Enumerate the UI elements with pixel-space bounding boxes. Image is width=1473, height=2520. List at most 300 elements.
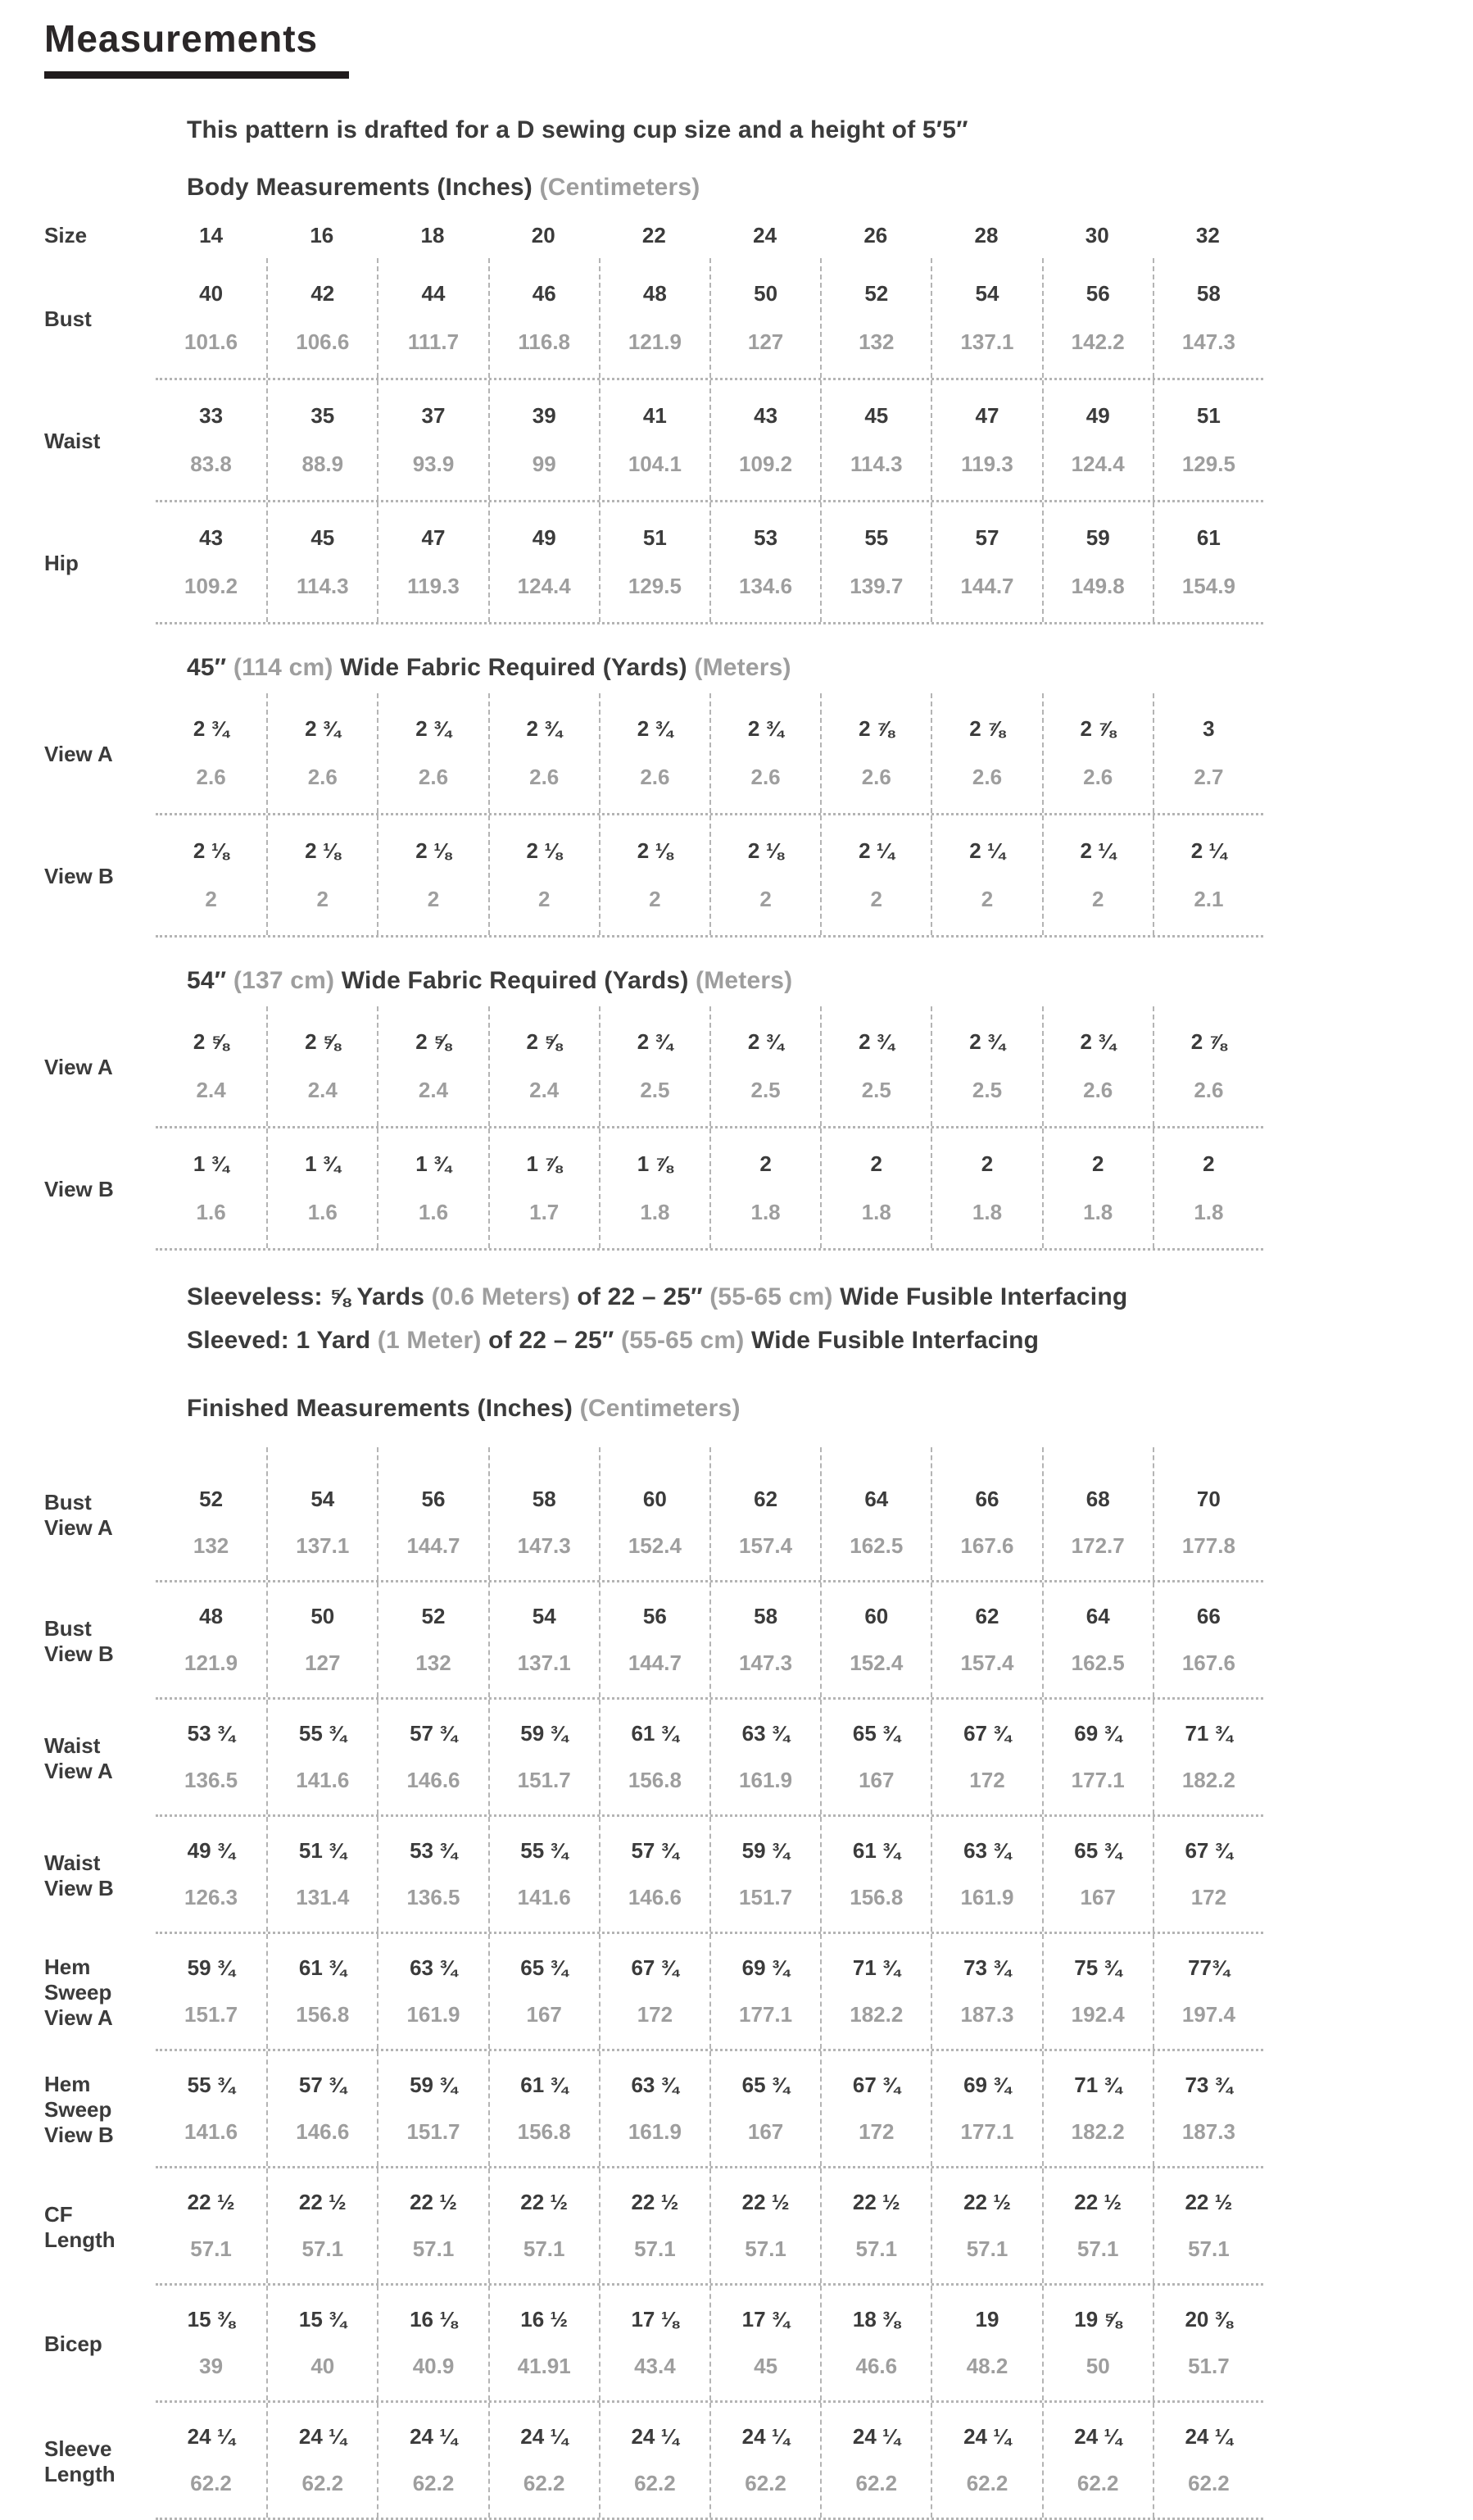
cm-value: 109.2 bbox=[739, 452, 793, 476]
measurement-cell bbox=[266, 1934, 377, 2049]
row-cells-size bbox=[156, 213, 1263, 258]
measurement-cell bbox=[377, 1006, 487, 1126]
inches-value: 58 bbox=[754, 1604, 778, 1628]
measurement-cell bbox=[377, 258, 487, 378]
meters-value: 2.7 bbox=[1194, 765, 1224, 789]
measurement-cell bbox=[156, 1700, 266, 1814]
meters-value: 2.6 bbox=[1083, 1078, 1113, 1102]
measurement-cell bbox=[1042, 815, 1153, 935]
fabric-54-width-part: 54″ bbox=[187, 967, 233, 994]
measurement-cell bbox=[820, 1934, 931, 2049]
row-label-bust bbox=[44, 258, 156, 380]
inches-value: 42 bbox=[310, 281, 335, 306]
row-label-line: CF bbox=[44, 2201, 73, 2227]
yards-value: 2 bbox=[759, 1151, 772, 1176]
measurement-cell bbox=[377, 502, 487, 622]
row-label-line: View B bbox=[44, 1641, 114, 1666]
meters-value: 2.6 bbox=[861, 765, 891, 789]
row-label-line: View B bbox=[44, 864, 114, 888]
fabric-45-meters-part: (Meters) bbox=[694, 654, 791, 681]
measurement-cell bbox=[1153, 1817, 1263, 1932]
yards-value: 2 ¼ bbox=[1080, 838, 1116, 863]
cm-value: 126.3 bbox=[184, 1885, 238, 1909]
measurement-cell bbox=[488, 815, 599, 935]
cm-value: 127 bbox=[747, 329, 784, 354]
cm-value: 124.4 bbox=[1071, 452, 1125, 476]
note-part: Wide Fusible Interfacing bbox=[832, 1283, 1128, 1310]
cm-value: 141.6 bbox=[517, 1885, 571, 1909]
cm-value: 83.8 bbox=[190, 452, 232, 476]
measurement-cell bbox=[820, 213, 931, 258]
yards-value: 2 ¾ bbox=[859, 1029, 895, 1054]
cm-value: 197.4 bbox=[1181, 2002, 1235, 2027]
fabric-45-yards-part: Wide Fabric Required (Yards) bbox=[333, 654, 695, 681]
fabric-54-cm-part: (137 cm) bbox=[233, 967, 335, 994]
inches-value: 22 ½ bbox=[520, 2190, 569, 2214]
measurement-cell bbox=[820, 2168, 931, 2283]
measurement-cell bbox=[1042, 2403, 1153, 2518]
meters-value: 2.5 bbox=[640, 1078, 670, 1102]
cm-value: 132 bbox=[415, 1650, 451, 1675]
inches-value: 19 bbox=[975, 2307, 999, 2332]
body-measurements-heading bbox=[187, 174, 1473, 202]
measurement-cell bbox=[1042, 693, 1153, 813]
inches-value: 15 ⅜ bbox=[187, 2307, 235, 2332]
measurement-cell bbox=[931, 258, 1041, 378]
measurement-cell bbox=[488, 1700, 599, 1814]
inches-value: 56 bbox=[1085, 281, 1110, 306]
cm-value: 57.1 bbox=[412, 2236, 455, 2261]
measurement-cell bbox=[599, 1128, 709, 1248]
row-label-line: Size bbox=[44, 223, 88, 247]
measurement-cell bbox=[709, 2168, 820, 2283]
measurement-cell bbox=[1153, 258, 1263, 378]
cm-value: 162.5 bbox=[1071, 1650, 1125, 1675]
cm-value: 161.9 bbox=[739, 1768, 793, 1792]
measurement-cell bbox=[599, 815, 709, 935]
cm-value: 172.7 bbox=[1071, 1533, 1125, 1558]
measurement-cell bbox=[820, 258, 931, 378]
measurement-cell bbox=[1042, 2168, 1153, 2283]
measurement-cell bbox=[599, 380, 709, 500]
cm-value: 129.5 bbox=[1181, 452, 1235, 476]
cm-value: 161.9 bbox=[406, 2002, 460, 2027]
cm-value: 127 bbox=[305, 1650, 341, 1675]
cm-value: 106.6 bbox=[296, 329, 350, 354]
cm-value: 88.9 bbox=[301, 452, 344, 476]
meters-value: 2 bbox=[759, 887, 772, 911]
cm-value: 62.2 bbox=[190, 2471, 232, 2495]
yards-value: 2 bbox=[981, 1151, 994, 1176]
inches-value: 67 ¾ bbox=[1185, 1838, 1233, 1863]
cm-value: 141.6 bbox=[296, 1768, 350, 1792]
inches-value: 65 ¾ bbox=[741, 2073, 790, 2097]
row-cells-cf-length bbox=[156, 2168, 1263, 2286]
cm-value: 147.3 bbox=[517, 1533, 571, 1558]
measurement-cell bbox=[156, 1128, 266, 1248]
inches-value: 71 ¾ bbox=[852, 1955, 900, 1980]
row-label-line: View B bbox=[44, 1875, 114, 1900]
row-label-line: View A bbox=[44, 1758, 113, 1783]
inches-value: 44 bbox=[421, 281, 446, 306]
cm-value: 114.3 bbox=[850, 452, 903, 476]
yards-value: 2 bbox=[1203, 1151, 1215, 1176]
cm-value: 149.8 bbox=[1071, 574, 1125, 598]
table-row-size bbox=[44, 213, 1473, 258]
measurement-cell bbox=[1153, 2286, 1263, 2400]
meters-value: 2 bbox=[981, 887, 994, 911]
measurement-cell bbox=[488, 380, 599, 500]
inches-value: 56 bbox=[642, 1604, 667, 1628]
measurement-cell bbox=[1153, 1700, 1263, 1814]
fabric-45-table bbox=[44, 693, 1473, 938]
measurement-cell bbox=[931, 2051, 1041, 2166]
meters-value: 2.5 bbox=[750, 1078, 781, 1102]
inches-value: 71 ¾ bbox=[1185, 1721, 1233, 1746]
meters-value: 1.8 bbox=[1083, 1200, 1113, 1224]
meters-value: 2.4 bbox=[307, 1078, 338, 1102]
row-cells-hem-sweep-view-a bbox=[156, 1934, 1263, 2051]
inches-value: 15 ¾ bbox=[298, 2307, 347, 2332]
cm-value: 146.6 bbox=[628, 1885, 682, 1909]
measurement-cell bbox=[709, 815, 820, 935]
note-part: of 22 – 25″ bbox=[569, 1283, 710, 1310]
cm-value: 152.4 bbox=[628, 1533, 682, 1558]
measurement-cell bbox=[377, 1817, 487, 1932]
measurement-cell bbox=[156, 258, 266, 378]
inches-value: 58 bbox=[1196, 281, 1221, 306]
measurement-cell bbox=[1153, 380, 1263, 500]
measurement-cell bbox=[1042, 1582, 1153, 1697]
table-row-bicep bbox=[44, 2286, 1473, 2403]
measurement-cell bbox=[820, 1128, 931, 1248]
yards-value: 2 ¼ bbox=[859, 838, 895, 863]
fabric-45-heading bbox=[187, 654, 1473, 682]
measurement-cell bbox=[820, 1447, 931, 1580]
inches-value: 71 ¾ bbox=[1074, 2073, 1122, 2097]
measurement-cell bbox=[377, 1128, 487, 1248]
fabric-45-width-part: 45″ bbox=[187, 654, 233, 681]
cm-value: 131.4 bbox=[296, 1885, 350, 1909]
inches-value: 19 ⅝ bbox=[1074, 2307, 1122, 2332]
measurement-cell bbox=[931, 1447, 1041, 1580]
row-label-bicep bbox=[44, 2286, 156, 2403]
row-label-hip bbox=[44, 502, 156, 624]
measurement-cell bbox=[1153, 1447, 1263, 1580]
inches-value: 70 bbox=[1196, 1487, 1221, 1511]
inches-value: 63 ¾ bbox=[963, 1838, 1011, 1863]
interfacing-sleeved-note bbox=[187, 1319, 1473, 1362]
measurement-cell bbox=[820, 1700, 931, 1814]
measurement-cell bbox=[488, 502, 599, 622]
inches-value: 63 ¾ bbox=[741, 1721, 790, 1746]
heading-centimeters-part: (Centimeters) bbox=[579, 1395, 741, 1422]
inches-value: 66 bbox=[975, 1487, 999, 1511]
inches-value: 16 ½ bbox=[520, 2307, 569, 2332]
inches-value: 55 ¾ bbox=[187, 2073, 235, 2097]
row-label-waist-view-a bbox=[44, 1700, 156, 1817]
cm-value: 62.2 bbox=[1076, 2471, 1119, 2495]
measurement-cell bbox=[156, 1934, 266, 2049]
inches-value: 64 bbox=[1085, 1604, 1110, 1628]
row-label-line: Length bbox=[44, 2227, 116, 2252]
cm-value: 151.7 bbox=[739, 1885, 793, 1909]
inches-value: 60 bbox=[864, 1604, 889, 1628]
cm-value: 48.2 bbox=[966, 2354, 1008, 2378]
measurement-cell bbox=[709, 2051, 820, 2166]
row-label-waist-view-b bbox=[44, 1817, 156, 1934]
inches-value: 24 ¼ bbox=[963, 2424, 1011, 2449]
inches-value: 54 bbox=[532, 1604, 556, 1628]
measurement-cell bbox=[266, 2168, 377, 2283]
cm-value: 57.1 bbox=[745, 2236, 786, 2261]
size-value: 30 bbox=[1085, 223, 1109, 247]
measurement-cell bbox=[820, 2051, 931, 2166]
note-part: Sleeved: 1 Yard bbox=[187, 1327, 378, 1354]
inches-value: 24 ¼ bbox=[187, 2424, 235, 2449]
measurement-cell bbox=[377, 380, 487, 500]
yards-value: 2 ¾ bbox=[747, 716, 784, 741]
row-label-size bbox=[44, 213, 156, 258]
cm-value: 57.1 bbox=[966, 2236, 1008, 2261]
inches-value: 24 ¼ bbox=[298, 2424, 347, 2449]
measurement-cell bbox=[709, 1447, 820, 1580]
cm-value: 136.5 bbox=[406, 1885, 460, 1909]
measurement-cell bbox=[1153, 213, 1263, 258]
yards-value: 2 ¼ bbox=[1190, 838, 1227, 863]
measurement-cell bbox=[377, 815, 487, 935]
measurement-cell bbox=[377, 2403, 487, 2518]
fabric-54-meters-part: (Meters) bbox=[696, 967, 793, 994]
cm-value: 154.9 bbox=[1181, 574, 1235, 598]
cm-value: 187.3 bbox=[960, 2002, 1014, 2027]
cm-value: 93.9 bbox=[412, 452, 455, 476]
measurement-cell bbox=[377, 1700, 487, 1814]
measurement-cell bbox=[599, 2286, 709, 2400]
meters-value: 2.6 bbox=[418, 765, 449, 789]
yards-value: 2 ¾ bbox=[526, 716, 562, 741]
fabric-54-heading bbox=[187, 967, 1473, 995]
measurement-cell bbox=[377, 2168, 487, 2283]
row-label-line: Length bbox=[44, 2461, 116, 2486]
row-label-line: View A bbox=[44, 1055, 113, 1079]
cm-value: 51.7 bbox=[1188, 2354, 1230, 2378]
measurement-cell bbox=[599, 693, 709, 813]
row-label-line: View A bbox=[44, 742, 113, 766]
inches-value: 22 ½ bbox=[963, 2190, 1011, 2214]
inches-value: 18 ⅜ bbox=[852, 2307, 900, 2332]
inches-value: 22 ½ bbox=[741, 2190, 790, 2214]
yards-value: 3 bbox=[1203, 716, 1215, 741]
cm-value: 157.4 bbox=[960, 1650, 1014, 1675]
inches-value: 57 ¾ bbox=[410, 1721, 457, 1746]
measurement-cell bbox=[599, 1817, 709, 1932]
yards-value: 2 ¾ bbox=[637, 716, 673, 741]
cm-value: 144.7 bbox=[628, 1650, 682, 1675]
inches-value: 22 ½ bbox=[852, 2190, 900, 2214]
meters-value: 2 bbox=[427, 887, 440, 911]
measurement-cell bbox=[156, 1817, 266, 1932]
measurement-cell bbox=[709, 258, 820, 378]
measurement-cell bbox=[377, 693, 487, 813]
cm-value: 146.6 bbox=[406, 1768, 460, 1792]
inches-value: 56 bbox=[421, 1487, 446, 1511]
note-part: (1 Meter) bbox=[377, 1327, 482, 1354]
measurement-cell bbox=[1042, 258, 1153, 378]
cm-value: 151.7 bbox=[517, 1768, 571, 1792]
row-label-hem-sweep-view-a bbox=[44, 1934, 156, 2051]
yards-value: 2 ¾ bbox=[969, 1029, 1005, 1054]
measurement-cell bbox=[709, 693, 820, 813]
measurement-cell bbox=[156, 693, 266, 813]
inches-value: 49 bbox=[532, 525, 556, 550]
inches-value: 66 bbox=[1196, 1604, 1221, 1628]
inches-value: 49 bbox=[1085, 403, 1110, 428]
measurement-cell bbox=[156, 502, 266, 622]
measurement-cell bbox=[931, 1128, 1041, 1248]
meters-value: 2.4 bbox=[529, 1078, 560, 1102]
inches-value: 62 bbox=[754, 1487, 778, 1511]
inches-value: 75 ¾ bbox=[1074, 1955, 1122, 1980]
inches-value: 55 bbox=[864, 525, 889, 550]
meters-value: 2.4 bbox=[418, 1078, 449, 1102]
cm-value: 177.1 bbox=[739, 2002, 793, 2027]
measurement-cell bbox=[709, 2286, 820, 2400]
meters-value: 2 bbox=[649, 887, 661, 911]
cm-value: 101.6 bbox=[184, 329, 238, 354]
inches-value: 45 bbox=[864, 403, 889, 428]
row-label-line: View A bbox=[44, 1514, 113, 1540]
inches-value: 57 ¾ bbox=[631, 1838, 679, 1863]
inches-value: 37 bbox=[421, 403, 446, 428]
table-row-hem-sweep-view-a bbox=[44, 1934, 1473, 2051]
cm-value: 45 bbox=[754, 2354, 778, 2378]
measurement-cell bbox=[266, 1700, 377, 1814]
cm-value: 156.8 bbox=[517, 2119, 571, 2144]
meters-value: 2.6 bbox=[1194, 1078, 1224, 1102]
note-part: (0.6 Meters) bbox=[431, 1283, 570, 1310]
cm-value: 167 bbox=[747, 2119, 784, 2144]
measurement-cell bbox=[266, 2051, 377, 2166]
row-label-line: Waist bbox=[44, 429, 101, 453]
yards-value: 2 ⅛ bbox=[305, 838, 341, 863]
cm-value: 40 bbox=[310, 2354, 335, 2378]
measurement-cell bbox=[1042, 1817, 1153, 1932]
cm-value: 62.2 bbox=[634, 2471, 676, 2495]
measurement-cell bbox=[709, 380, 820, 500]
measurement-cell bbox=[931, 213, 1041, 258]
measurement-cell bbox=[599, 502, 709, 622]
measurement-cell bbox=[488, 2286, 599, 2400]
inches-value: 73 ¾ bbox=[963, 1955, 1011, 1980]
measurement-cell bbox=[820, 2403, 931, 2518]
inches-value: 50 bbox=[310, 1604, 335, 1628]
measurement-cell bbox=[156, 2168, 266, 2283]
inches-value: 61 ¾ bbox=[631, 1721, 679, 1746]
cm-value: 139.7 bbox=[850, 574, 904, 598]
row-cells-sleeve-length bbox=[156, 2403, 1263, 2520]
meters-value: 2.5 bbox=[861, 1078, 891, 1102]
cm-value: 162.5 bbox=[850, 1533, 904, 1558]
row-cells-bust-view-b bbox=[156, 1582, 1263, 1700]
measurement-cell bbox=[931, 815, 1041, 935]
measurement-cell bbox=[1153, 2168, 1263, 2283]
cm-value: 124.4 bbox=[517, 574, 571, 598]
inches-value: 17 ⅛ bbox=[631, 2307, 679, 2332]
inches-value: 61 ¾ bbox=[852, 1838, 900, 1863]
measurement-cell bbox=[266, 2403, 377, 2518]
cm-value: 146.6 bbox=[296, 2119, 350, 2144]
inches-value: 46 bbox=[532, 281, 556, 306]
table-row-bust-view-b bbox=[44, 1582, 1473, 1700]
cm-value: 172 bbox=[637, 2002, 673, 2027]
row-label-line: Hem bbox=[44, 1955, 91, 1979]
measurement-cell bbox=[266, 815, 377, 935]
inches-value: 59 ¾ bbox=[520, 1721, 569, 1746]
cm-value: 134.6 bbox=[739, 574, 793, 598]
yards-value: 2 ⅛ bbox=[193, 838, 229, 863]
measurement-cell bbox=[1042, 213, 1153, 258]
measurement-cell bbox=[931, 693, 1041, 813]
measurement-cell bbox=[599, 2168, 709, 2283]
cm-value: 182.2 bbox=[1071, 2119, 1125, 2144]
inches-value: 65 ¾ bbox=[1074, 1838, 1122, 1863]
measurement-cell bbox=[931, 2168, 1041, 2283]
meters-value: 1.7 bbox=[529, 1200, 560, 1224]
measurement-cell bbox=[599, 1934, 709, 2049]
measurement-cell bbox=[820, 1006, 931, 1126]
measurement-cell bbox=[931, 380, 1041, 500]
row-label-line: Waist bbox=[44, 1732, 101, 1758]
measurement-cell bbox=[488, 1006, 599, 1126]
row-cells-view-b bbox=[156, 1128, 1263, 1251]
measurement-cell bbox=[599, 1006, 709, 1126]
meters-value: 2.6 bbox=[640, 765, 670, 789]
cm-value: 161.9 bbox=[628, 2119, 682, 2144]
row-label-line: View B bbox=[44, 2123, 114, 2147]
inches-value: 55 ¾ bbox=[520, 1838, 569, 1863]
meters-value: 1.8 bbox=[861, 1200, 891, 1224]
cm-value: 167 bbox=[1080, 1885, 1116, 1909]
row-cells-bust-view-a bbox=[156, 1447, 1263, 1582]
inches-value: 22 ½ bbox=[1074, 2190, 1122, 2214]
cm-value: 57.1 bbox=[523, 2236, 565, 2261]
measurement-cell bbox=[266, 1447, 377, 1580]
cm-value: 116.8 bbox=[518, 329, 571, 354]
inches-value: 52 bbox=[864, 281, 889, 306]
cm-value: 50 bbox=[1085, 2354, 1110, 2378]
size-value: 26 bbox=[863, 223, 888, 247]
row-label-view-a bbox=[44, 1006, 156, 1128]
yards-value: 1 ⅞ bbox=[637, 1151, 673, 1176]
yards-value: 2 ¾ bbox=[637, 1029, 673, 1054]
cm-value: 57.1 bbox=[855, 2236, 898, 2261]
measurement-cell bbox=[377, 2051, 487, 2166]
meters-value: 2.6 bbox=[750, 765, 781, 789]
measurement-cell bbox=[1042, 380, 1153, 500]
row-label-line: Sweep bbox=[44, 2097, 112, 2122]
measurement-cell bbox=[1153, 815, 1263, 935]
size-value: 22 bbox=[641, 223, 666, 247]
inches-value: 17 ¾ bbox=[741, 2307, 790, 2332]
cm-value: 62.2 bbox=[412, 2471, 455, 2495]
finished-measurements-heading bbox=[187, 1395, 1473, 1423]
yards-value: 2 bbox=[1091, 1151, 1104, 1176]
row-label-bust-view-b bbox=[44, 1582, 156, 1700]
cm-value: 182.2 bbox=[850, 2002, 904, 2027]
measurement-cell bbox=[266, 2286, 377, 2400]
inches-value: 54 bbox=[975, 281, 999, 306]
